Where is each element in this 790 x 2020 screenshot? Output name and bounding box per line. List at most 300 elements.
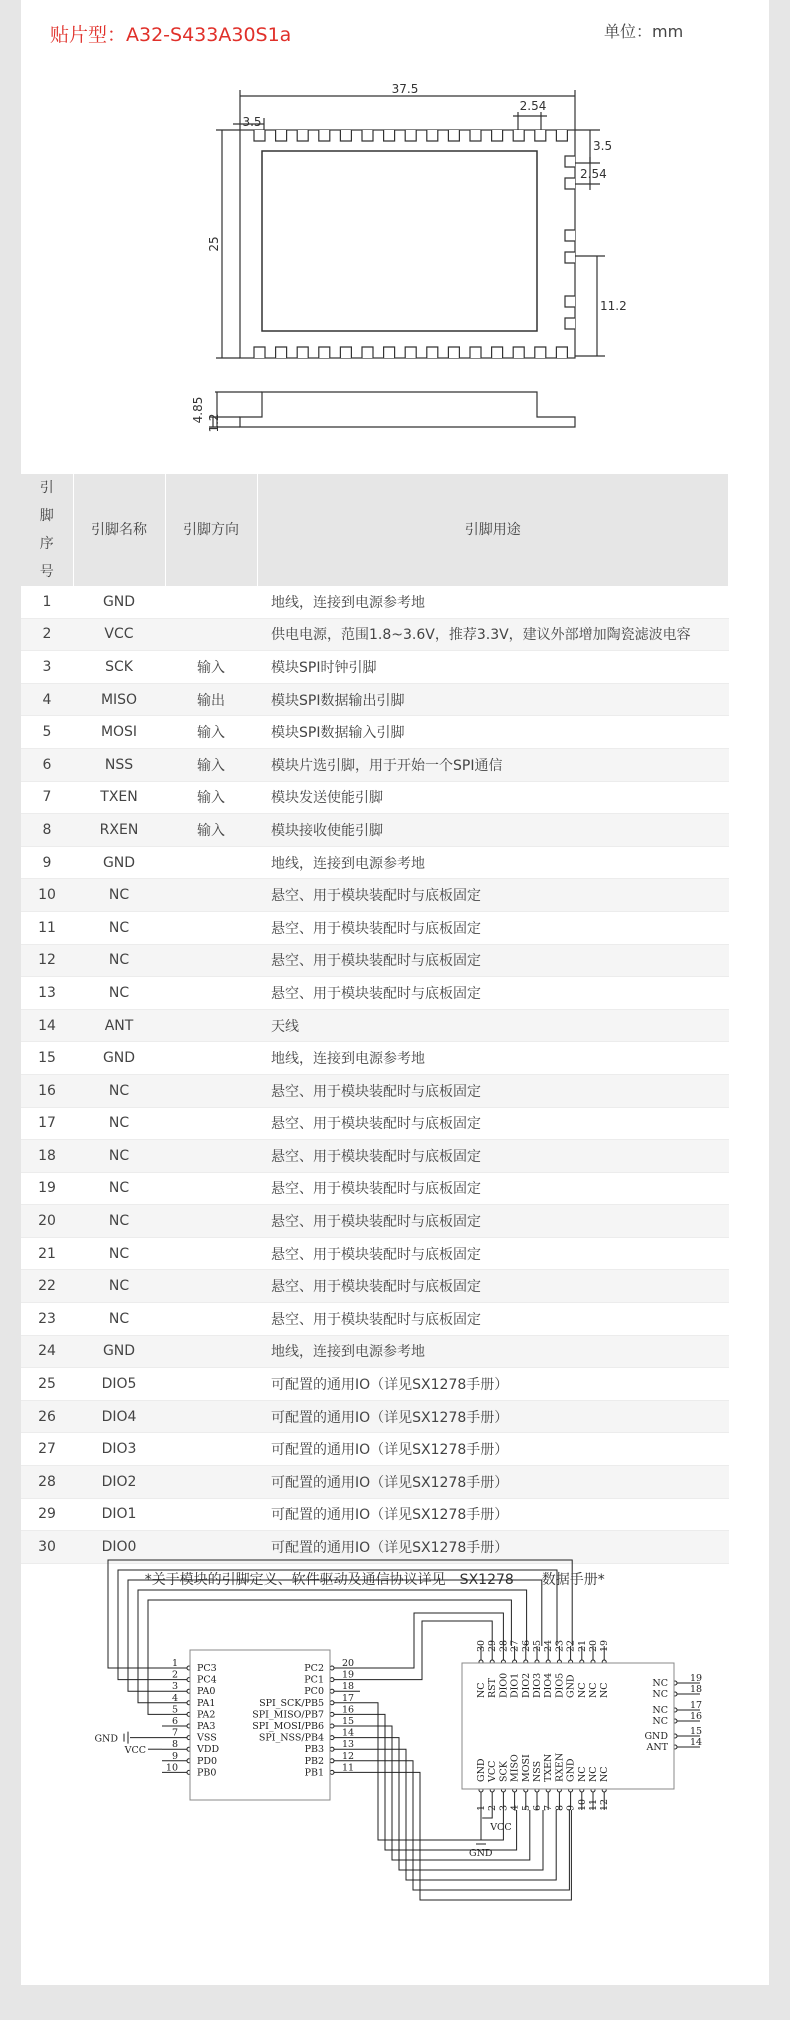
pin-marker xyxy=(330,1666,334,1670)
table-row xyxy=(21,1498,729,1531)
pin-number-cell: 30 xyxy=(21,1531,73,1564)
pin-name-cell: NC xyxy=(73,1237,165,1270)
pin-usage-cell: 悬空、用于模块装配时与底板固定 xyxy=(257,1074,729,1107)
module-pin-label: RXEN xyxy=(554,1752,566,1782)
module-pin-number: 17 xyxy=(690,1700,703,1711)
pin-name-cell: DIO4 xyxy=(73,1400,165,1433)
pin-name-cell: NC xyxy=(73,1140,165,1173)
mcu-pin-label: PB2 xyxy=(304,1755,324,1767)
mcu-pin-label: PD0 xyxy=(197,1755,218,1767)
pin-usage-cell: 可配置的通用IO（详见SX1278手册） xyxy=(257,1433,729,1466)
pin-number-cell: 10 xyxy=(21,879,73,912)
table-row xyxy=(21,1270,729,1303)
pin-usage-cell: 悬空、用于模块装配时与底板固定 xyxy=(257,944,729,977)
pin-direction-cell xyxy=(165,1270,257,1303)
mcu-pin-number: 6 xyxy=(171,1716,178,1727)
module-pin-number: 20 xyxy=(588,1639,599,1652)
pin-direction-cell xyxy=(165,1433,257,1466)
pin-name-cell: DIO0 xyxy=(73,1531,165,1564)
table-row xyxy=(21,1009,729,1042)
pin-name-cell: NSS xyxy=(73,748,165,781)
table-row xyxy=(21,814,729,847)
pad-top xyxy=(427,130,438,141)
module-pin-number: 4 xyxy=(509,1804,521,1811)
module-pin-label: ANT xyxy=(646,1742,668,1753)
pad-bottom xyxy=(470,347,481,358)
dim-thickness: 4.85 xyxy=(191,396,205,424)
pad-top xyxy=(362,130,373,141)
pin-direction-cell xyxy=(165,1172,257,1205)
module-pin-label: DIO2 xyxy=(520,1672,532,1698)
table-row xyxy=(21,1433,729,1466)
module-pin-number: 23 xyxy=(554,1639,566,1652)
pin-usage-cell: 可配置的通用IO（详见SX1278手册） xyxy=(257,1498,729,1531)
pin-usage-cell: 天线 xyxy=(257,1009,729,1042)
module-pin-label: NC xyxy=(576,1766,588,1782)
mcu-pin-label: PC2 xyxy=(304,1663,324,1674)
pin-marker xyxy=(330,1770,334,1774)
mcu-pin-number: 19 xyxy=(342,1669,355,1681)
pad-right xyxy=(565,230,575,241)
pin-table-header xyxy=(21,474,729,586)
mcu-pin-label: PC1 xyxy=(304,1674,324,1686)
pin-usage-cell: 悬空、用于模块装配时与底板固定 xyxy=(257,977,729,1010)
pin-direction-cell xyxy=(165,1368,257,1401)
pin-name-cell: GND xyxy=(73,1042,165,1075)
pad-top xyxy=(319,130,330,141)
pad-bottom xyxy=(427,347,438,358)
mcu-pin-label: VSS xyxy=(197,1732,217,1744)
pin-name-cell: RXEN xyxy=(73,814,165,847)
pad-top xyxy=(405,130,416,141)
pin-number-cell: 23 xyxy=(21,1303,73,1336)
table-row xyxy=(21,1335,729,1368)
module-pin-number: 26 xyxy=(520,1639,532,1652)
pin-direction-cell xyxy=(165,1237,257,1270)
module-pin-number: 19 xyxy=(690,1673,703,1684)
pin-direction-cell: 输入 xyxy=(165,716,257,749)
header-pin-name: 引脚名称 xyxy=(73,474,165,586)
module-pin-number: 2 xyxy=(487,1804,499,1811)
module-pin-label: DIO0 xyxy=(498,1672,510,1698)
dim-right-span: 11.2 xyxy=(600,299,627,313)
pin-usage-cell: 悬空、用于模块装配时与底板固定 xyxy=(257,911,729,944)
pin-name-cell: MISO xyxy=(73,683,165,716)
pin-name-cell: TXEN xyxy=(73,781,165,814)
table-row xyxy=(21,1237,729,1270)
module-pin-label: NC xyxy=(652,1716,668,1727)
pin-marker xyxy=(330,1747,334,1751)
pin-direction-cell xyxy=(165,1335,257,1368)
pin-direction-cell xyxy=(165,1205,257,1238)
pad-top xyxy=(254,130,265,141)
pin-usage-cell: 地线，连接到电源参考地 xyxy=(257,586,729,618)
module-pin-label: DIO4 xyxy=(543,1672,555,1698)
table-row xyxy=(21,781,729,814)
gnd-symbol-label: GND xyxy=(94,1733,118,1745)
pad-bottom xyxy=(535,347,546,358)
vcc-symbol-label: VCC xyxy=(490,1822,512,1833)
vcc-symbol-label: VCC xyxy=(124,1745,146,1757)
pin-name-cell: GND xyxy=(73,846,165,879)
module-pin-number: 24 xyxy=(543,1639,555,1652)
pin-number-cell: 5 xyxy=(21,716,73,749)
mcu-pin-label: PC0 xyxy=(304,1686,324,1698)
module-pin-label: MISO xyxy=(509,1754,521,1782)
pin-usage-cell: 悬空、用于模块装配时与底板固定 xyxy=(257,1140,729,1173)
dim-width: 37.5 xyxy=(391,82,419,96)
table-row xyxy=(21,1172,729,1205)
pin-direction-cell xyxy=(165,977,257,1010)
table-row xyxy=(21,1107,729,1140)
mcu-pin-label: PA2 xyxy=(197,1709,216,1721)
pin-usage-cell: 悬空、用于模块装配时与底板固定 xyxy=(257,879,729,912)
pin-marker xyxy=(330,1724,334,1728)
mcu-pin-number: 1 xyxy=(171,1658,178,1669)
mcu-pin-number: 4 xyxy=(171,1692,178,1704)
pin-marker xyxy=(330,1712,334,1716)
table-row xyxy=(21,1368,729,1401)
pin-name-cell: NC xyxy=(73,1270,165,1303)
mcu-pin-label: PC3 xyxy=(197,1663,217,1674)
mcu-pin-label: PB1 xyxy=(304,1767,324,1779)
pin-usage-cell: 悬空、用于模块装配时与底板固定 xyxy=(257,1270,729,1303)
module-pin-label: DIO1 xyxy=(509,1672,521,1698)
mcu-pin-number: 18 xyxy=(342,1681,355,1693)
pin-usage-cell: 模块片选引脚，用于开始一个SPI通信 xyxy=(257,748,729,781)
mcu-pin-number: 13 xyxy=(342,1739,355,1751)
pin-number-cell: 16 xyxy=(21,1074,73,1107)
pin-name-cell: ANT xyxy=(73,1009,165,1042)
pin-marker xyxy=(330,1689,334,1693)
pin-number-cell: 12 xyxy=(21,944,73,977)
dim-height: 25 xyxy=(207,236,221,252)
pad-right xyxy=(565,178,575,189)
pin-usage-cell: 地线，连接到电源参考地 xyxy=(257,846,729,879)
pin-direction-cell xyxy=(165,1303,257,1336)
pin-number-cell: 7 xyxy=(21,781,73,814)
mcu-pin-number: 3 xyxy=(171,1681,178,1693)
pin-number-cell: 19 xyxy=(21,1172,73,1205)
pin-name-cell: SCK xyxy=(73,651,165,684)
pin-usage-cell: 悬空、用于模块装配时与底板固定 xyxy=(257,1107,729,1140)
module-pin-number: 19 xyxy=(599,1639,611,1652)
pad-right xyxy=(565,296,575,307)
mcu-pin-label: PA1 xyxy=(197,1697,216,1709)
pin-name-cell: VCC xyxy=(73,618,165,651)
pin-number-cell: 14 xyxy=(21,1009,73,1042)
module-pin-number: 16 xyxy=(690,1711,703,1722)
mcu-pin-label: PA3 xyxy=(197,1721,216,1732)
table-row xyxy=(21,748,729,781)
module-pin-label: TXEN xyxy=(543,1753,555,1782)
pin-number-cell: 8 xyxy=(21,814,73,847)
pin-marker xyxy=(330,1759,334,1763)
table-row xyxy=(21,1140,729,1173)
pin-usage-cell: 悬空、用于模块装配时与底板固定 xyxy=(257,1237,729,1270)
pin-usage-cell: 可配置的通用IO（详见SX1278手册） xyxy=(257,1400,729,1433)
header-pin-direction: 引脚方向 xyxy=(165,474,257,586)
pad-bottom xyxy=(319,347,330,358)
pad-bottom xyxy=(492,347,503,358)
pad-bottom xyxy=(513,347,524,358)
mcu-pin-label: SPI_MOSI/PB6 xyxy=(252,1721,324,1732)
table-row xyxy=(21,879,729,912)
module-pin-number: 7 xyxy=(543,1804,555,1811)
module-pin-number: 11 xyxy=(588,1798,599,1811)
module-pin-number: 15 xyxy=(690,1726,703,1737)
mcu-pin-label: SPI_NSS/PB4 xyxy=(258,1732,324,1744)
pin-number-cell: 11 xyxy=(21,911,73,944)
unit-label: 单位：mm xyxy=(604,22,684,41)
pin-direction-cell xyxy=(165,1074,257,1107)
module-pin-label: NSS xyxy=(532,1760,543,1782)
pin-usage-cell: 供电电源，范围1.8~3.6V，推荐3.3V，建议外部增加陶瓷滤波电容 xyxy=(257,618,729,651)
module-pin-label: GND xyxy=(644,1731,668,1742)
page-title: 贴片型：A32-S433A30S1a xyxy=(50,24,292,46)
module-pin-label: RST xyxy=(487,1678,499,1698)
module-pin-label: NC xyxy=(588,1766,599,1782)
mcu-pin-number: 9 xyxy=(171,1750,178,1762)
pin-usage-cell: 模块SPI数据输入引脚 xyxy=(257,716,729,749)
pin-name-cell: NC xyxy=(73,879,165,912)
mcu-pin-number: 2 xyxy=(171,1669,178,1681)
pin-name-cell: NC xyxy=(73,977,165,1010)
pin-direction-cell xyxy=(165,879,257,912)
pad-bottom xyxy=(556,347,567,358)
pin-usage-cell: 地线，连接到电源参考地 xyxy=(257,1335,729,1368)
pin-direction-cell xyxy=(165,1400,257,1433)
table-row xyxy=(21,1303,729,1336)
pin-name-cell: NC xyxy=(73,944,165,977)
mcu-pin-number: 17 xyxy=(342,1692,355,1704)
table-row xyxy=(21,618,729,651)
table-row xyxy=(21,1042,729,1075)
mcu-pin-label: SPI_SCK/PB5 xyxy=(259,1697,324,1709)
pin-direction-cell: 输入 xyxy=(165,781,257,814)
table-note: *关于模块的引脚定义、软件驱动及通信协议详见 SX1278 数据手册* xyxy=(21,1563,729,1594)
module-pin-number: 27 xyxy=(509,1639,521,1652)
pin-name-cell: DIO1 xyxy=(73,1498,165,1531)
module-pin-number: 3 xyxy=(498,1804,510,1811)
table-row xyxy=(21,1466,729,1499)
pad-bottom xyxy=(448,347,459,358)
module-pin-label: NC xyxy=(599,1766,611,1782)
module-pin-number: 1 xyxy=(476,1804,487,1811)
pin-name-cell: DIO5 xyxy=(73,1368,165,1401)
pin-number-cell: 22 xyxy=(21,1270,73,1303)
pin-direction-cell xyxy=(165,1140,257,1173)
pin-usage-cell: 地线，连接到电源参考地 xyxy=(257,1042,729,1075)
pin-usage-cell: 可配置的通用IO（详见SX1278手册） xyxy=(257,1531,729,1564)
module-pin-label: NC xyxy=(588,1682,599,1698)
mcu-pin-label: VDD xyxy=(197,1744,220,1756)
pad-top xyxy=(384,130,395,141)
pin-name-cell: MOSI xyxy=(73,716,165,749)
pin-direction-cell xyxy=(165,1009,257,1042)
module-pin-label: NC xyxy=(652,1689,668,1700)
pad-top xyxy=(470,130,481,141)
module-pin-number: 10 xyxy=(576,1798,588,1811)
pad-bottom xyxy=(340,347,351,358)
pin-number-cell: 3 xyxy=(21,651,73,684)
pin-direction-cell: 输入 xyxy=(165,748,257,781)
mcu-pin-number: 8 xyxy=(171,1739,178,1751)
pad-top xyxy=(340,130,351,141)
module-pin-number: 14 xyxy=(690,1737,703,1748)
pin-direction-cell xyxy=(165,586,257,618)
table-row xyxy=(21,944,729,977)
pin-direction-cell: 输入 xyxy=(165,651,257,684)
pin-name-cell: NC xyxy=(73,1205,165,1238)
pad-top xyxy=(276,130,287,141)
mcu-pin-number: 14 xyxy=(342,1727,355,1739)
pin-number-cell: 18 xyxy=(21,1140,73,1173)
pin-number-cell: 13 xyxy=(21,977,73,1010)
pin-number-cell: 20 xyxy=(21,1205,73,1238)
dim-left-offset: 3.5 xyxy=(242,115,262,129)
pin-number-cell: 9 xyxy=(21,846,73,879)
pad-bottom xyxy=(362,347,373,358)
pin-name-cell: NC xyxy=(73,1074,165,1107)
pin-direction-cell xyxy=(165,944,257,977)
pin-number-cell: 21 xyxy=(21,1237,73,1270)
dimension-drawing xyxy=(0,0,790,450)
pin-direction-cell: 输入 xyxy=(165,814,257,847)
dim-board: 1.2 xyxy=(207,413,221,433)
pin-direction-cell xyxy=(165,1107,257,1140)
table-row xyxy=(21,1400,729,1433)
pin-usage-cell: 悬空、用于模块装配时与底板固定 xyxy=(257,1303,729,1336)
pin-number-cell: 15 xyxy=(21,1042,73,1075)
pin-marker xyxy=(330,1736,334,1740)
mcu-pin-number: 5 xyxy=(171,1704,178,1716)
wire xyxy=(473,1810,489,1840)
module-pin-label: GND xyxy=(565,1758,577,1782)
pin-name-cell: DIO2 xyxy=(73,1466,165,1499)
module-pin-number: 8 xyxy=(554,1804,566,1811)
pad-top xyxy=(556,130,567,141)
table-row xyxy=(21,716,729,749)
module-pin-number: 29 xyxy=(487,1639,499,1652)
module-pin-number: 18 xyxy=(690,1684,703,1695)
pin-usage-cell: 模块SPI数据输出引脚 xyxy=(257,683,729,716)
table-row xyxy=(21,977,729,1010)
module-pin-number: 25 xyxy=(532,1639,543,1652)
mcu-pin-label: PB3 xyxy=(304,1744,324,1756)
pin-number-cell: 24 xyxy=(21,1335,73,1368)
mcu-pin-number: 10 xyxy=(165,1762,178,1774)
dim-right-top: 3.5 xyxy=(593,139,613,153)
mcu-pin-label: PA0 xyxy=(197,1686,216,1698)
module-pin-label: NC xyxy=(652,1705,668,1716)
module-pin-number: 30 xyxy=(476,1639,487,1652)
pin-name-cell: NC xyxy=(73,1303,165,1336)
pin-number-cell: 17 xyxy=(21,1107,73,1140)
module-pin-label: SCK xyxy=(498,1761,510,1782)
pin-direction-cell xyxy=(165,846,257,879)
mcu-pin-number: 12 xyxy=(342,1750,355,1762)
module-pin-label: DIO3 xyxy=(532,1672,543,1698)
pad-top xyxy=(492,130,503,141)
module-pin-number: 28 xyxy=(498,1639,510,1652)
pin-direction-cell xyxy=(165,911,257,944)
pin-name-cell: NC xyxy=(73,1172,165,1205)
pad-top xyxy=(535,130,546,141)
mcu-pin-number: 11 xyxy=(342,1762,355,1774)
pin-number-cell: 6 xyxy=(21,748,73,781)
table-row xyxy=(21,846,729,879)
module-pin-label: NC xyxy=(576,1682,588,1698)
pin-name-cell: NC xyxy=(73,1107,165,1140)
module-pin-label: NC xyxy=(599,1682,611,1698)
pin-number-cell: 25 xyxy=(21,1368,73,1401)
module-pin-number: 21 xyxy=(576,1639,588,1652)
mcu-pin-label: SPI_MISO/PB7 xyxy=(252,1709,324,1721)
header-pin-usage: 引脚用途 xyxy=(257,474,729,586)
module-pin-label: MOSI xyxy=(520,1754,532,1782)
pin-marker xyxy=(330,1701,334,1705)
pin-usage-cell: 悬空、用于模块装配时与底板固定 xyxy=(257,1172,729,1205)
dim-pitch-right: 2.54 xyxy=(580,167,607,181)
pin-number-cell: 28 xyxy=(21,1466,73,1499)
module-pin-number: 9 xyxy=(565,1804,577,1811)
pin-usage-cell: 可配置的通用IO（详见SX1278手册） xyxy=(257,1466,729,1499)
pin-name-cell: GND xyxy=(73,586,165,618)
pin-name-cell: DIO3 xyxy=(73,1433,165,1466)
module-pin-label: GND xyxy=(476,1758,487,1782)
table-row xyxy=(21,586,729,618)
mcu-pin-number: 15 xyxy=(342,1716,355,1727)
mcu-pin-label: PB0 xyxy=(197,1767,217,1779)
pin-number-cell: 26 xyxy=(21,1400,73,1433)
pin-number-cell: 4 xyxy=(21,683,73,716)
header-pin-number: 引脚序号 xyxy=(21,474,73,586)
pin-usage-cell: 悬空、用于模块装配时与底板固定 xyxy=(257,1205,729,1238)
pad-top xyxy=(448,130,459,141)
module-pin-label: DIO5 xyxy=(554,1672,566,1698)
module-pin-label: VCC xyxy=(487,1760,499,1782)
module-pin-label: NC xyxy=(476,1682,487,1698)
pin-number-cell: 2 xyxy=(21,618,73,651)
table-row xyxy=(21,1074,729,1107)
pin-number-cell: 29 xyxy=(21,1498,73,1531)
table-row xyxy=(21,1205,729,1238)
pad-bottom xyxy=(254,347,265,358)
table-row xyxy=(21,651,729,684)
pin-direction-cell: 输出 xyxy=(165,683,257,716)
wiring-schematic xyxy=(0,1540,790,1930)
pad-right xyxy=(565,156,575,167)
pin-usage-cell: 可配置的通用IO（详见SX1278手册） xyxy=(257,1368,729,1401)
pad-top xyxy=(297,130,308,141)
mcu-pin-number: 7 xyxy=(171,1727,178,1739)
mcu-pin-label: PC4 xyxy=(197,1674,217,1686)
module-pin-label: NC xyxy=(652,1678,668,1689)
module-pin-label: GND xyxy=(565,1674,577,1698)
pin-usage-cell: 模块SPI时钟引脚 xyxy=(257,651,729,684)
pad-bottom xyxy=(297,347,308,358)
table-row xyxy=(21,911,729,944)
pin-direction-cell xyxy=(165,1498,257,1531)
pin-usage-cell: 模块发送使能引脚 xyxy=(257,781,729,814)
pin-name-cell: GND xyxy=(73,1335,165,1368)
pin-name-cell: NC xyxy=(73,911,165,944)
pad-right xyxy=(565,318,575,329)
module-pin-number: 5 xyxy=(520,1804,532,1811)
dim-pitch-top: 2.54 xyxy=(519,99,547,113)
mcu-pin-number: 16 xyxy=(342,1704,355,1716)
